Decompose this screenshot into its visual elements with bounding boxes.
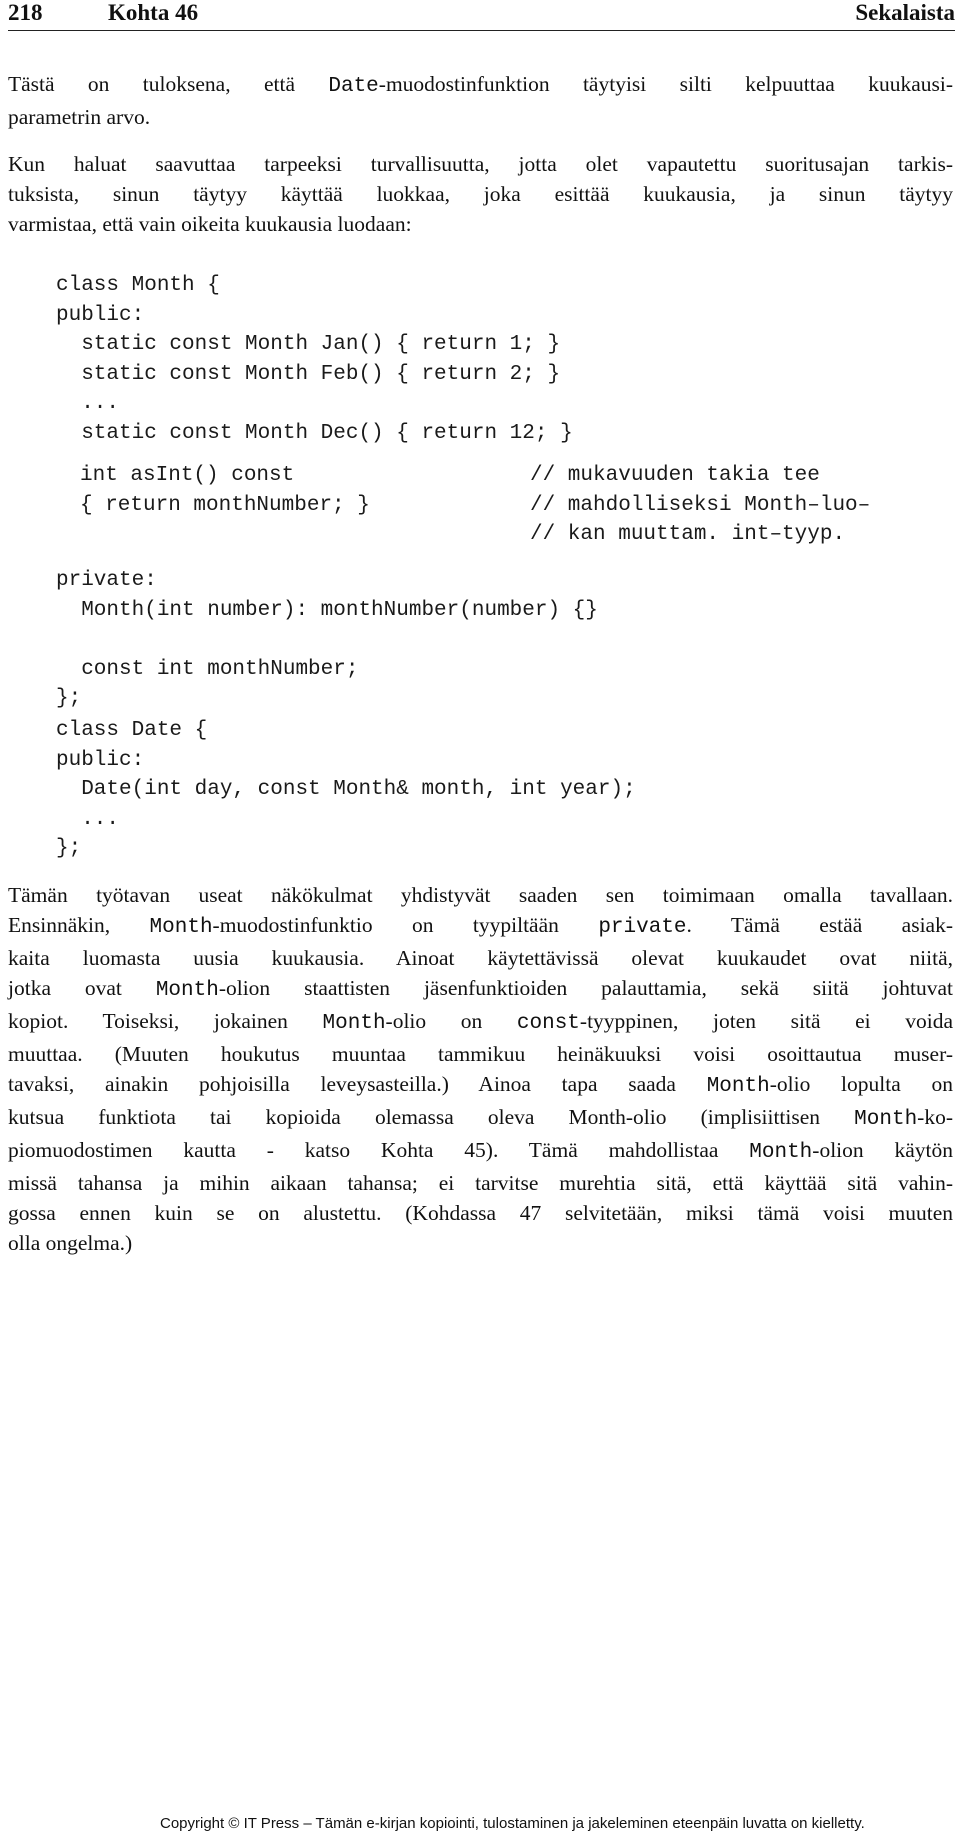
text-line: varmistaa, että vain oikeita kuukausia luodaan: (8, 212, 412, 236)
code-line (80, 491, 950, 521)
code-comment: // kan muuttam. int–tyyp. (530, 523, 846, 546)
inline-code: Month (749, 1141, 813, 1164)
code-listing-private (56, 566, 956, 714)
code-line (80, 461, 950, 491)
code-line: Date(int day, const Month& month, int year); (56, 778, 636, 801)
text-line: gossa ennen kuin se on alustettu. (Kohdassa 47 selvitetään, miksi tämä voisi muuten (8, 1201, 953, 1225)
code-line: ... (56, 807, 120, 831)
code-line: private: (56, 569, 157, 592)
inline-code: Month (155, 979, 219, 1002)
code-line: Month(int number): monthNumber(number) {} (56, 598, 598, 622)
code-line: public: (56, 303, 145, 327)
code-listing-month (56, 271, 956, 448)
code-comment: // mahdolliseksi Month–luo– (530, 493, 871, 517)
text-line: Ensinnäkin, Month-muodostinfunktio on tyypiltään private. Tämä estää asiak- (8, 913, 953, 939)
chapter-title: Kohta 46 (108, 0, 199, 25)
month-class-paragraph (8, 149, 953, 239)
code-line: static const Month Dec() { return 12; } (56, 421, 573, 445)
text-line: olla ongelma.) (8, 1231, 133, 1255)
section-title: Sekalaista (855, 0, 955, 25)
inline-code: Month (322, 1012, 386, 1035)
explanation-paragraph (8, 880, 953, 1258)
text-line: muuttaa. (Muuten houkutus muuntaa tammikuu heinäkuuksi voisi osoittautua muser- (8, 1042, 953, 1066)
code-listing-asint (80, 461, 950, 550)
copyright-footer: Copyright © IT Press – Tämän e-kirjan kopiointi, tulostaminen ja jakeleminen eteenpäin luvatta on kielletty. (160, 1815, 865, 1832)
code-line (80, 520, 950, 550)
text-line: Tämän työtavan useat näkökulmat yhdistyvät saaden sen toimimaan omalla tavallaan. (8, 883, 953, 907)
page-header (8, 0, 955, 31)
inline-code: Month (854, 1108, 918, 1131)
code-listing-date (56, 716, 956, 864)
code-line: static const Month Feb() { return 2; } (56, 362, 561, 386)
page-number: 218 (8, 0, 43, 25)
code-statement: int asInt() const (80, 464, 295, 487)
text-line: missä tahansa ja mihin aikaan tahansa; ei tarvitse murehtia sitä, että käyttää sitä vahin- (8, 1171, 953, 1195)
text-line: tavaksi, ainakin pohjoisilla leveysasteilla.) Ainoa tapa saada Month-olio lopulta on (8, 1072, 953, 1098)
inline-code: private (598, 916, 687, 939)
text-line: jotka ovat Month-olion staattisten jäsenfunktioiden palauttamia, sekä siitä johtuvat (8, 976, 953, 1002)
text-line: parametrin arvo. (8, 105, 151, 129)
code-line: public: (56, 748, 145, 772)
code-line: }; (56, 687, 82, 710)
code-line: const int monthNumber; (56, 657, 359, 681)
text-line: kopiot. Toiseksi, jokainen Month-olio on const-tyyppinen, joten sitä ei voida (8, 1009, 954, 1035)
text-line: piomuodostimen kautta - katso Kohta 45). Tämä mahdollistaa Month-olion käytön (8, 1138, 953, 1164)
code-line: class Date { (56, 719, 208, 742)
code-comment: // mukavuuden takia tee (530, 464, 820, 487)
intro-paragraph (8, 69, 953, 132)
code-statement: { return monthNumber; } (80, 493, 370, 517)
text-line: tuksista, sinun täytyy käyttää luokkaa, joka esittää kuukausia, ja sinun täytyy (8, 182, 953, 206)
code-line: ... (56, 392, 120, 415)
text-line: kaita luomasta uusia kuukausia. Ainoat käytettävissä olevat kuukaudet ovat niitä, (8, 946, 953, 970)
inline-code: Date (328, 75, 379, 98)
inline-code: const (516, 1012, 580, 1035)
inline-code: Month (149, 916, 213, 939)
inline-code: Month (706, 1075, 770, 1098)
code-line: class Month { (56, 274, 220, 297)
text-line: Tästä on tuloksena, että Date-muodostinfunktion täytyisi silti kelpuuttaa kuukausi- (8, 72, 953, 98)
text-line: kutsua funktiota tai kopioida olemassa oleva Month-olio (implisiittisen Month-ko- (8, 1105, 953, 1131)
code-line: }; (56, 837, 82, 860)
code-line: static const Month Jan() { return 1; } (56, 333, 561, 356)
text-line: Kun haluat saavuttaa tarpeeksi turvallisuutta, jotta olet vapautettu suoritusajan tarkis- (8, 152, 953, 176)
code-line (56, 625, 956, 655)
